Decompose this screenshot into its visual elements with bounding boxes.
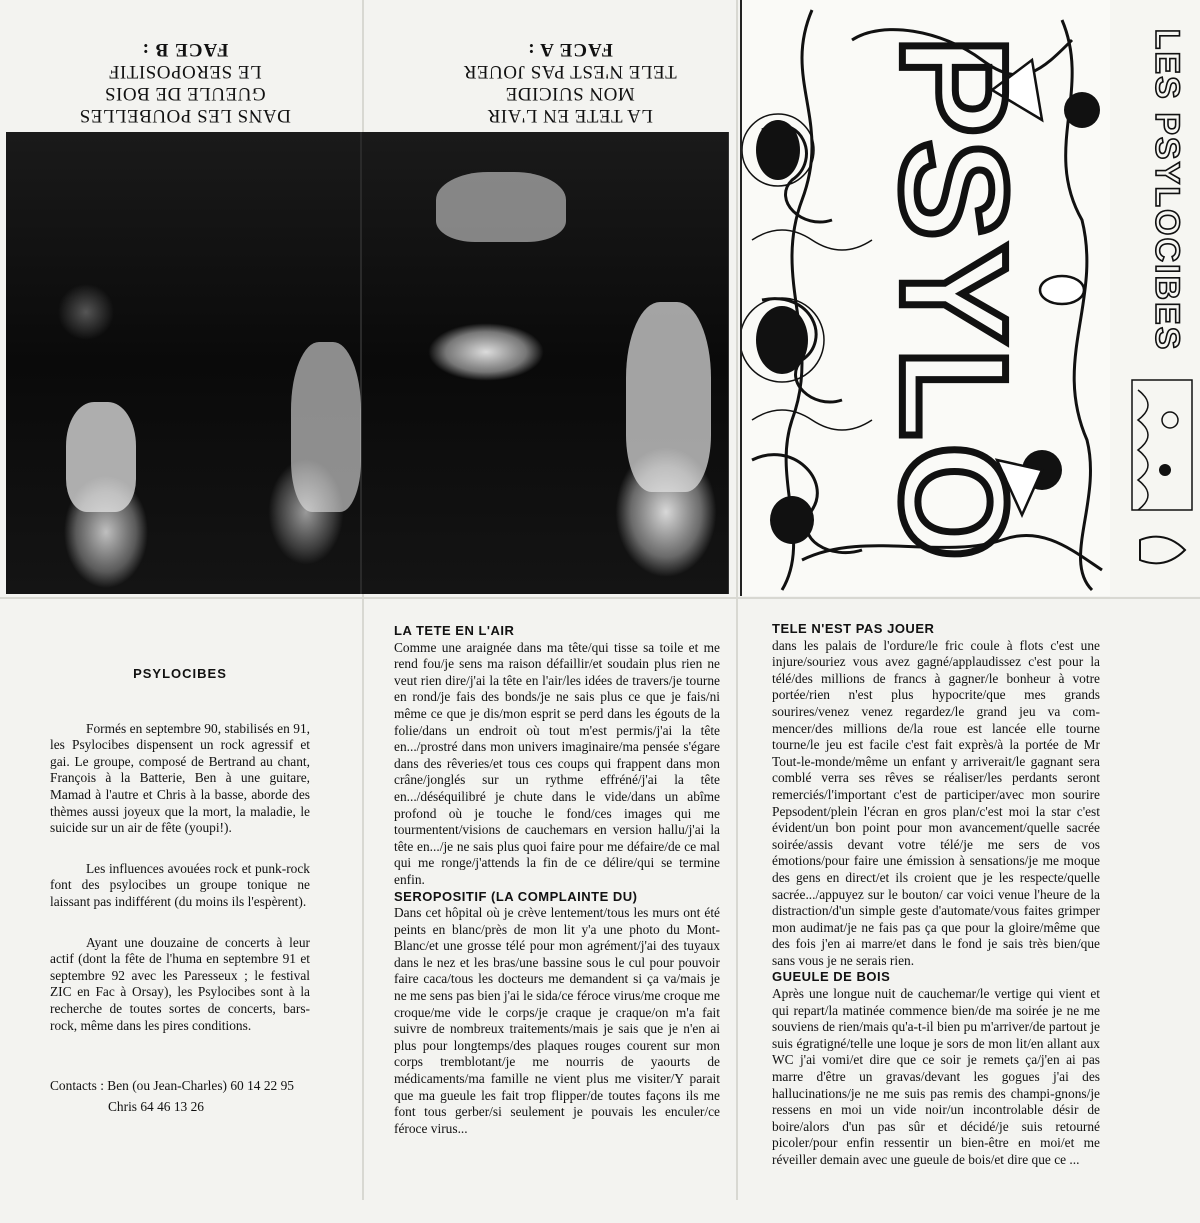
lyrics-column-3: [772, 621, 1100, 1221]
fold-line: [0, 597, 1200, 599]
lyrics-text-gueule-de-bois: Après une longue nuit de cauchemar/le vertige qui vient et qui repart/la matinée commence bien/de ma soirée je ne me souviens de rien/mais qu'a-t-il bien pu m'arriver/de partout je suis égratigné/telle une loque je sors de mon lit/en allant aux WC j'ai vomi/et dire que ce soir je remets ça/j'en ai pas marre d'être un gravas/devant les gogues j'ai des hallucinations/je ne me suis pas remis des champi-gnons/je ressens en moi un vide noir/un incontrolable désir de boire/alors d'un pas sûr et décidé/je suis retourné picoler/pour enfin ressentir un bien-être en moi/et me réveiller demain avec une gueule de bois/et dire que ce ...: [772, 986, 1100, 1167]
bio-column: [50, 600, 310, 1200]
photo-figure: [291, 342, 361, 512]
face-b-track: DANS LES POUBELLES: [79, 105, 291, 126]
face-b-title: FACE B :: [141, 39, 229, 60]
band-logo-text: PSYLO: [870, 35, 1039, 565]
lyrics-column-2: [394, 623, 720, 1223]
bio-paragraph: Formés en septembre 90, stabilisés en 91, les Psylocibes dispensent un rock agressif et gai. Le groupe, composé de Bertrand au chant, François à la Batterie, Ben à une guitare, Mamad à l'autre et Chris à la basse, aborde des thèmes aussi joyeux que la mort, la maladie, le suicide sur un air de fête (youpi!).: [50, 720, 310, 836]
lyrics-title-gueule-de-bois: GUEULE DE BOIS: [772, 969, 891, 985]
lyrics-text-tete-en-l-air: Comme une araignée dans ma tête/qui tisse sa toile et me rend fou/je sens ma raison défaillir/et soudain plus rien ne veut rien dire/j'ai la tête en l'air/les idées de travers/je tourne en rond/je fais des bonds/je ne sais plus ce que je fais/ni même ce que je dis/mon esprit se perd dans les égouts de la folie/dans un endroit où tout m'est permis/j'ai la tête en.../prostré dans mon univers imaginaire/ma pensée s'égare dans des rêveries/et tous ces coups qui frappent dans mon crâne/jonglés sur un rythme effréné/j'ai la tête en.../déséquilibré je chute dans le vide/dans un abîme profond où je touche le fond/ces images qui me tourmentent/visions de cauchemars en version hallu/j'ai la tête en.../je ne sais plus quoi faire pour me défaire/de ce mal qui me ronge/j'attends la fin de ce délire/qui se termine enfin.: [394, 639, 720, 887]
face-b-tracklist: [40, 0, 330, 130]
bio-paragraph: Ayant une douzaine de concerts à leur actif (dont la fête de l'huma en septembre 91 et septembre 92 avec les Paresseux ; le festival ZIC en Fac à Orsay), les Psylocibes sont à la recherche de toutes sortes de concerts, bars-rock, même dans les pires conditions.: [50, 934, 310, 1033]
face-b-track: LE SEROPOSITIF: [108, 61, 262, 82]
face-a-tracklist: [420, 0, 720, 130]
photo-fold: [360, 132, 362, 594]
fold-line: [736, 0, 738, 1200]
face-b-track: GUEULE DE BOIS: [104, 83, 266, 104]
contact-info: Contacts : Ben (ou Jean-Charles) 60 14 22 95: [50, 1078, 294, 1094]
cover-artwork: [740, 0, 1112, 596]
cassette-spine: [1110, 0, 1200, 596]
spine-logo: [1148, 29, 1186, 352]
band-logo: [870, 36, 1038, 564]
contact-chris: Chris 64 46 13 26: [108, 1098, 204, 1114]
lyrics-title-tete-en-l-air: LA TETE EN L'AIR: [394, 623, 515, 638]
photo-figure: [626, 302, 711, 492]
bio-title: PSYLOCIBES: [133, 666, 227, 681]
spine-text: LES PSYLOCIBES: [1148, 28, 1187, 352]
spine-artwork: [1110, 0, 1200, 596]
face-a-track: LA TETE EN L'AIR: [487, 105, 653, 126]
face-a-track: TELE N'EST PAS JOUER: [463, 61, 677, 82]
photo-figure: [436, 172, 566, 242]
track-list-strip: [0, 0, 740, 130]
face-a-title: FACE A :: [527, 39, 613, 60]
bio-paragraph: Les influences avouées rock et punk-rock font des psylocibes un groupe tonique ne laissant pas indifférent (du moins ils l'espèrent).: [50, 860, 310, 909]
lyrics-text-seropositif: Dans cet hôpital où je crève lentement/tous les murs ont été peints en blanc/près de mon lit y'a une photo du Mont-Blanc/et une grosse télé pour mon agrément/j'ai des tuyaux dans le nez et les bras/une bassine sous le cul pour pouvoir faire caca/tous les docteurs me demandent si ça va/mais je ne me sens pas bien j'ai le sida/ce féroce virus/me croque me croque/me vide le corps/je craque je craque/on m'a fait suivre de nombreux traitements/mais je sais que je n'en ai plus pour longtemps/des plaques rouges courent sur mon corps tremblotant/je me nourris de yaourts de médicaments/ma famille ne vient plus me visiter/Y parait que ma gueule les fait trop flipper/de toutes façons ils me font tous gerber/si seulement je pouvais les enculer/ce féroce virus...: [394, 905, 720, 1136]
face-a-track: MON SUICIDE: [505, 83, 635, 104]
lyrics-title-seropositif: SEROPOSITIF (LA COMPLAINTE DU): [394, 888, 638, 904]
band-live-photo: [6, 132, 729, 594]
lyrics-title-tele: TELE N'EST PAS JOUER: [772, 621, 935, 636]
photo-figure: [66, 402, 136, 512]
lyrics-text-tele: dans les palais de l'ordure/le fric coule à flots c'est une injure/souriez vous avez gagné/applaudissez c'est pour la télé/des millions de francs à gagner/le bonheur à votre portée/rien n'est plus hypocrite/que mes grands sourires/venez venez regardez/le grand jeu va com-mencer/des millions de/la roue est lancée elle tourne tourne/le jeu est facile c'est fait exprès/à la portée de Mr Tout-le-monde/même un enfant y arriverait/le gagnant sera comblé verra ses rêves se réaliser/les perdants seront remerciés/l'important c'est de participer/avec mon sourire Pepsodent/plein l'écran en gros plan/c'est moi la star c'est évident/un bon point pour mon avancement/quelle sacrée soirée/assis devant votre télé/je me sers de vos émotions/pour faire une émission à sensations/je me moque des gens en direct/et ils croient que je les respecte/quelle sacrée.../appuyez sur le bouton/ car voici venue l'heure de la distraction/d'un simple geste d'automate/vous faites grimper mon audimat/je ne fais pas ça que pour la gloire/même que des fois j'en ai marre/et dans le fond je sais très bien/que sans vous je ne serais rien.: [772, 637, 1100, 968]
psychedelic-artwork: [742, 0, 1112, 596]
